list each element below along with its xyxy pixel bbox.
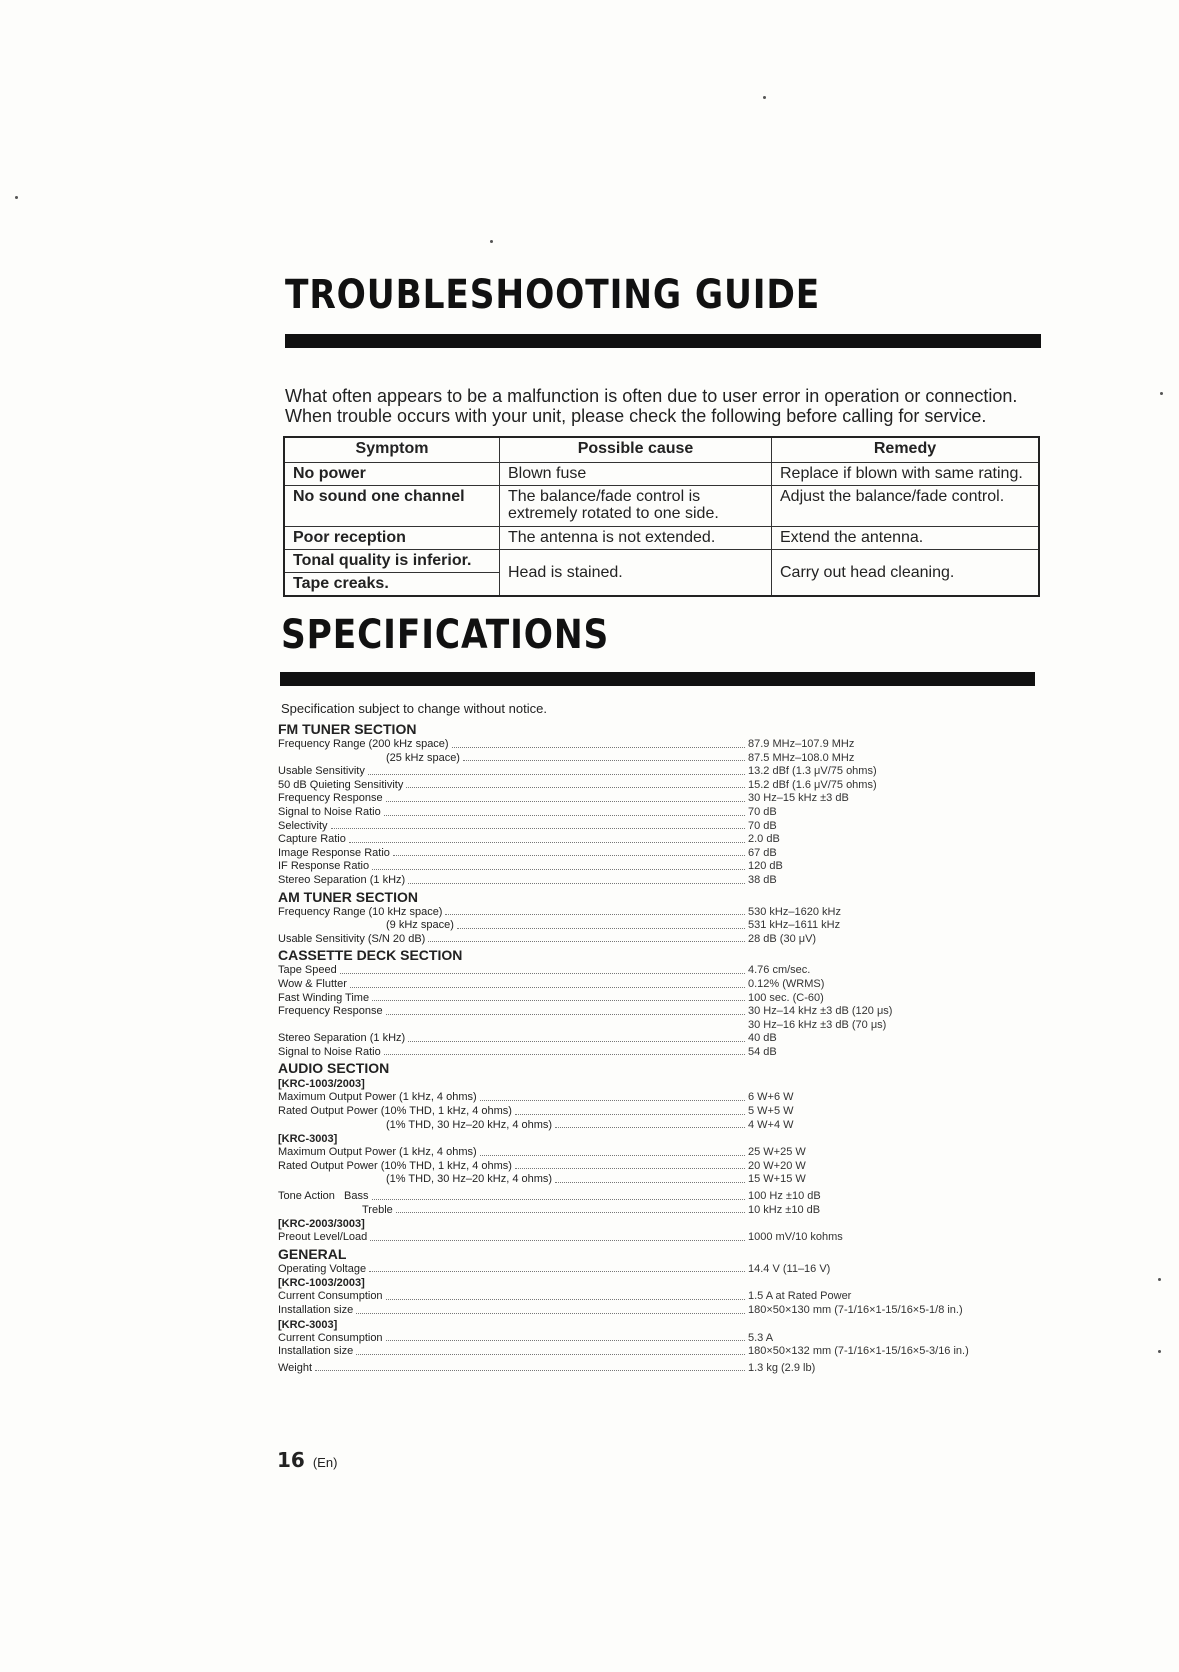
spec-row bbox=[278, 933, 1038, 947]
spec-label: (9 kHz space) bbox=[386, 919, 454, 932]
spec-label: Installation size bbox=[278, 1345, 354, 1358]
model-label: [KRC-2003/3003] bbox=[278, 1218, 365, 1231]
spec-row bbox=[278, 820, 1038, 834]
spec-value: 1.3 kg (2.9 lb) bbox=[748, 1361, 816, 1374]
table-header-row bbox=[284, 437, 1039, 463]
spec-label: Rated Output Power (10% THD, 1 kHz, 4 ohms) bbox=[278, 1105, 512, 1118]
spec-label: Frequency Response bbox=[278, 792, 383, 805]
spec-label: (1% THD, 30 Hz–20 kHz, 4 ohms) bbox=[386, 1173, 553, 1186]
spec-label: Fast Winding Time bbox=[278, 991, 370, 1004]
spec-row bbox=[278, 792, 1038, 806]
spec-row bbox=[278, 1231, 1038, 1245]
troubleshooting-table bbox=[283, 436, 1040, 597]
spec-value: 10 kHz ±10 dB bbox=[748, 1203, 821, 1216]
spec-label: Signal to Noise Ratio bbox=[278, 805, 381, 818]
spec-label: Weight bbox=[278, 1361, 313, 1374]
spec-row bbox=[278, 833, 1038, 847]
spec-value: 0.12% (WRMS) bbox=[748, 977, 825, 990]
spec-label: Stereo Separation (1 kHz) bbox=[278, 873, 406, 886]
spec-value: 180×50×132 mm (7-1/16×1-15/16×5-3/16 in.) bbox=[748, 1345, 969, 1358]
spec-label: Usable Sensitivity bbox=[278, 765, 365, 778]
spec-value: 13.2 dBf (1.3 μV/75 ohms) bbox=[748, 765, 877, 778]
spec-value: 531 kHz–1611 kHz bbox=[748, 919, 841, 932]
table-row bbox=[284, 463, 1039, 486]
spec-value: 15 W+15 W bbox=[748, 1173, 806, 1186]
remedy-cell: Replace if blown with same rating. bbox=[772, 463, 1040, 486]
spec-label: 50 dB Quieting Sensitivity bbox=[278, 778, 404, 791]
spec-value: 28 dB (30 μV) bbox=[748, 932, 817, 945]
spec-value: 87.9 MHz–107.9 MHz bbox=[748, 738, 855, 750]
spec-label: IF Response Ratio bbox=[278, 860, 370, 873]
spec-value: 1.5 A at Rated Power bbox=[748, 1290, 852, 1303]
spec-label: Frequency Response bbox=[278, 1005, 383, 1018]
symptom-cell: No power bbox=[284, 463, 500, 486]
spec-value: 100 sec. (C-60) bbox=[748, 991, 824, 1004]
cause-cell: The antenna is not extended. bbox=[500, 527, 772, 550]
spec-label: Frequency Range (200 kHz space) bbox=[278, 738, 449, 750]
spec-value: 70 dB bbox=[748, 819, 777, 832]
spec-row bbox=[278, 1304, 1038, 1318]
spec-value: 87.5 MHz–108.0 MHz bbox=[748, 751, 855, 764]
spec-row bbox=[278, 779, 1038, 793]
spec-label: Tape Speed bbox=[278, 964, 337, 977]
spec-row bbox=[278, 1091, 1038, 1105]
spec-label: Current Consumption bbox=[278, 1290, 383, 1303]
spec-row bbox=[278, 1119, 1038, 1133]
spec-label: Operating Voltage bbox=[278, 1262, 367, 1275]
spec-value: 30 Hz–14 kHz ±3 dB (120 μs) bbox=[748, 1005, 893, 1018]
spec-row bbox=[278, 1204, 1038, 1218]
scan-speck bbox=[15, 196, 18, 199]
remedy-cell: Adjust the balance/fade control. bbox=[772, 486, 1040, 527]
scan-speck bbox=[1158, 1278, 1161, 1281]
spec-row bbox=[278, 992, 1038, 1006]
spec-row bbox=[278, 964, 1038, 978]
spec-value: 30 Hz–15 kHz ±3 dB bbox=[748, 792, 849, 805]
spec-label: Preout Level/Load bbox=[278, 1231, 368, 1244]
spec-row bbox=[278, 1046, 1038, 1060]
symptom-cell: Poor reception bbox=[284, 527, 500, 550]
header-remedy: Remedy bbox=[772, 437, 1040, 463]
symptom-cell: Tape creaks. bbox=[284, 573, 500, 597]
spec-value: 30 Hz–16 kHz ±3 dB (70 μs) bbox=[748, 1018, 887, 1031]
spec-row bbox=[278, 1160, 1038, 1174]
spec-value: 40 dB bbox=[748, 1032, 777, 1045]
model-label: [KRC-1003/2003] bbox=[278, 1078, 365, 1091]
spec-row bbox=[278, 806, 1038, 820]
cause-cell: Head is stained. bbox=[500, 550, 772, 597]
general-section-title: GENERAL bbox=[278, 1245, 347, 1262]
spec-value: 67 dB bbox=[748, 846, 777, 859]
spec-value: 5 W+5 W bbox=[748, 1105, 794, 1118]
symptom-cell: No sound one channel bbox=[284, 486, 500, 527]
spec-row bbox=[278, 860, 1038, 874]
spec-note: Specification subject to change without notice. bbox=[281, 701, 547, 716]
spec-label: Current Consumption bbox=[278, 1331, 383, 1344]
spec-row bbox=[278, 906, 1038, 920]
remedy-cell: Extend the antenna. bbox=[772, 527, 1040, 550]
cause-cell: Blown fuse bbox=[500, 463, 772, 486]
remedy-cell: Carry out head cleaning. bbox=[772, 550, 1040, 597]
cassette-section-title: CASSETTE DECK SECTION bbox=[278, 947, 463, 964]
spec-label: (1% THD, 30 Hz–20 kHz, 4 ohms) bbox=[386, 1118, 553, 1131]
model-label: [KRC-1003/2003] bbox=[278, 1277, 365, 1290]
am-section-title: AM TUNER SECTION bbox=[278, 888, 418, 905]
spec-row bbox=[278, 919, 1038, 933]
troubleshooting-title: TROUBLESHOOTING GUIDE bbox=[285, 272, 821, 318]
scan-speck bbox=[1160, 392, 1163, 395]
specifications-rule bbox=[280, 672, 1035, 686]
spec-label: Treble bbox=[362, 1203, 393, 1216]
symptom-cell: Tonal quality is inferior. bbox=[284, 550, 500, 573]
spec-value: 54 dB bbox=[748, 1045, 777, 1058]
spec-row bbox=[278, 978, 1038, 992]
spec-label: Maximum Output Power (1 kHz, 4 ohms) bbox=[278, 1091, 477, 1104]
model-label: [KRC-3003] bbox=[278, 1318, 338, 1331]
spec-value: 4 W+4 W bbox=[748, 1118, 794, 1131]
spec-row bbox=[278, 1190, 1038, 1204]
spec-row bbox=[278, 1345, 1038, 1359]
fm-section-title: FM TUNER SECTION bbox=[278, 721, 417, 737]
spec-value: 15.2 dBf (1.6 μV/75 ohms) bbox=[748, 778, 877, 791]
spec-value: 25 W+25 W bbox=[748, 1146, 806, 1159]
spec-value: 5.3 A bbox=[748, 1331, 774, 1344]
specifications-list bbox=[278, 720, 1038, 1375]
scan-speck bbox=[763, 96, 766, 99]
model-label: [KRC-3003] bbox=[278, 1133, 338, 1146]
spec-label: Rated Output Power (10% THD, 1 kHz, 4 ohms) bbox=[278, 1159, 512, 1172]
spec-value: 100 Hz ±10 dB bbox=[748, 1190, 821, 1203]
spec-row bbox=[278, 1146, 1038, 1160]
spec-label: Usable Sensitivity (S/N 20 dB) bbox=[278, 932, 426, 945]
spec-row bbox=[278, 1263, 1038, 1277]
intro-line-2: When trouble occurs with your unit, please check the following before calling for service. bbox=[285, 406, 987, 426]
spec-row bbox=[278, 765, 1038, 779]
header-symptom: Symptom bbox=[284, 437, 500, 463]
spec-value: 180×50×130 mm (7-1/16×1-15/16×5-1/8 in.) bbox=[748, 1304, 963, 1316]
table-row bbox=[284, 527, 1039, 550]
spec-row bbox=[278, 1019, 1038, 1033]
spec-value: 70 dB bbox=[748, 805, 777, 818]
title-rule bbox=[285, 334, 1041, 348]
cause-cell: The balance/fade control is extremely rotated to one side. bbox=[500, 486, 772, 527]
specifications-title: SPECIFICATIONS bbox=[281, 612, 610, 658]
header-cause: Possible cause bbox=[500, 437, 772, 463]
scan-speck bbox=[1158, 1350, 1161, 1353]
troubleshooting-intro bbox=[285, 386, 1045, 426]
spec-label: Frequency Range (10 kHz space) bbox=[278, 905, 443, 918]
spec-label: Image Response Ratio bbox=[278, 846, 390, 859]
spec-label: Stereo Separation (1 kHz) bbox=[278, 1032, 406, 1045]
spec-label: (25 kHz space) bbox=[386, 751, 460, 764]
spec-value: 120 dB bbox=[748, 860, 783, 873]
spec-label: Installation size bbox=[278, 1304, 354, 1316]
spec-row bbox=[278, 1005, 1038, 1019]
page-footer bbox=[277, 1448, 337, 1472]
page-language: (En) bbox=[312, 1455, 338, 1470]
spec-row bbox=[278, 1290, 1038, 1304]
spec-label: Capture Ratio bbox=[278, 833, 346, 846]
spec-label: Wow & Flutter bbox=[278, 977, 347, 990]
spec-label: Selectivity bbox=[278, 819, 328, 832]
spec-row bbox=[278, 738, 1038, 752]
page-number: 16 bbox=[277, 1448, 305, 1472]
spec-row bbox=[278, 1362, 1038, 1376]
spec-value: 2.0 dB bbox=[748, 833, 780, 846]
spec-value: 14.4 V (11–16 V) bbox=[748, 1262, 831, 1275]
intro-line-1: What often appears to be a malfunction is often due to user error in operation or connection. bbox=[285, 386, 1018, 406]
spec-label: Signal to Noise Ratio bbox=[278, 1045, 381, 1058]
spec-value: 6 W+6 W bbox=[748, 1091, 794, 1104]
spec-row bbox=[278, 1173, 1038, 1187]
spec-row bbox=[278, 1332, 1038, 1346]
spec-row bbox=[278, 1032, 1038, 1046]
spec-value: 20 W+20 W bbox=[748, 1159, 806, 1172]
table-row bbox=[284, 550, 1039, 573]
spec-row bbox=[278, 847, 1038, 861]
spec-row bbox=[278, 1105, 1038, 1119]
scan-speck bbox=[490, 240, 493, 243]
spec-label: Maximum Output Power (1 kHz, 4 ohms) bbox=[278, 1146, 477, 1159]
spec-value: 4.76 cm/sec. bbox=[748, 964, 811, 977]
table-row bbox=[284, 486, 1039, 527]
spec-label: Tone Action Bass bbox=[278, 1190, 369, 1203]
spec-row bbox=[278, 874, 1038, 888]
spec-value: 38 dB bbox=[748, 873, 777, 886]
spec-value: 530 kHz–1620 kHz bbox=[748, 905, 841, 918]
spec-row bbox=[278, 752, 1038, 766]
spec-value: 1000 mV/10 kohms bbox=[748, 1231, 843, 1244]
audio-section-title: AUDIO SECTION bbox=[278, 1060, 390, 1077]
